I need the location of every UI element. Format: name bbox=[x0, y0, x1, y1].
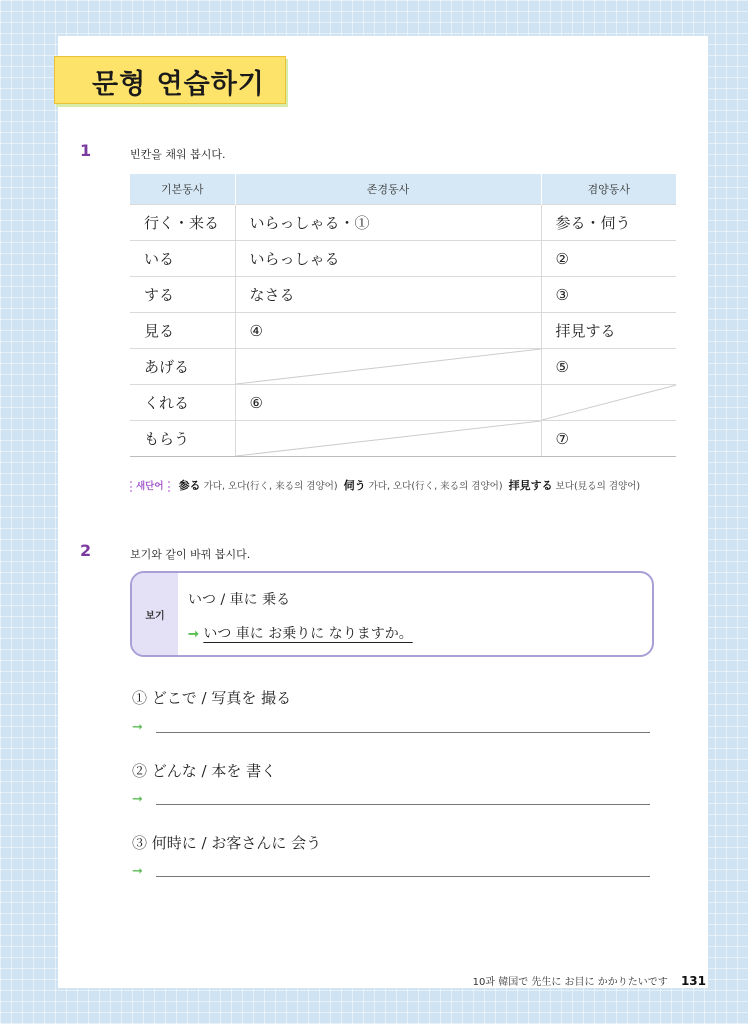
table-cell: 拝見する bbox=[541, 313, 676, 349]
arrow-icon: ➞ bbox=[132, 792, 143, 807]
table-row bbox=[130, 241, 676, 277]
empty-cell-diagonal bbox=[235, 421, 541, 457]
vocab-word: 参る bbox=[178, 479, 201, 492]
question-number-2: 2 bbox=[80, 541, 92, 560]
table-cell: いらっしゃる bbox=[235, 241, 541, 277]
table-cell: くれる bbox=[130, 385, 235, 421]
table-row bbox=[130, 277, 676, 313]
answer-rule bbox=[156, 876, 650, 877]
table-cell: なさる bbox=[235, 277, 541, 313]
table-cell: する bbox=[130, 277, 235, 313]
table-cell: ⑤ bbox=[541, 349, 676, 385]
problem-3: ③ 何時に / お客さんに 会う bbox=[132, 834, 322, 852]
table-cell: ④ bbox=[235, 313, 541, 349]
page-number: 131 bbox=[680, 974, 706, 988]
vocab-word: 伺う bbox=[343, 479, 366, 492]
table-row bbox=[130, 205, 676, 241]
question-2-instruction: 보기와 같이 바꿔 봅시다. bbox=[130, 548, 251, 561]
vocab-word: 拝見する bbox=[508, 479, 553, 492]
example-label: 보기 bbox=[132, 573, 178, 655]
vocab-meaning: 보다(見る의 겸양어) bbox=[555, 481, 641, 492]
table-row bbox=[130, 421, 676, 457]
table-cell: いる bbox=[130, 241, 235, 277]
arrow-icon: ➞ bbox=[188, 627, 199, 642]
page-title: 문형 연습하기 bbox=[92, 69, 265, 100]
arrow-icon: ➞ bbox=[132, 720, 143, 735]
table-row bbox=[130, 385, 676, 421]
example-answer: いつ 車に お乗りに なりますか。 bbox=[203, 626, 413, 642]
table-row bbox=[130, 349, 676, 385]
page-footer bbox=[473, 973, 706, 988]
answer-line-3 bbox=[132, 864, 650, 882]
problem-1: ① どこで / 写真を 撮る bbox=[132, 689, 292, 707]
lesson-title: 10과 韓国で 先生に お目に かかりたいです bbox=[472, 977, 668, 988]
question-1-instruction: 빈칸을 채워 봅시다. bbox=[130, 148, 226, 161]
empty-cell-diagonal bbox=[235, 349, 541, 385]
table-cell: ⑥ bbox=[235, 385, 541, 421]
table-row bbox=[130, 313, 676, 349]
vocab-meaning: 가다, 오다(行く, 来る의 겸양어) bbox=[368, 481, 503, 492]
answer-rule bbox=[156, 804, 650, 805]
answer-rule bbox=[156, 732, 650, 733]
new-vocabulary bbox=[130, 477, 640, 493]
example-box bbox=[130, 571, 654, 657]
answer-line-2 bbox=[132, 792, 650, 810]
table-cell: 見る bbox=[130, 313, 235, 349]
table-cell: あげる bbox=[130, 349, 235, 385]
column-header: 기본동사 bbox=[130, 174, 235, 205]
vocab-meaning: 가다, 오다(行く, 来る의 겸양어) bbox=[203, 481, 338, 492]
vocab-tag: 새단어 bbox=[130, 481, 170, 492]
table-cell: 参る・伺う bbox=[541, 205, 676, 241]
empty-cell-diagonal bbox=[541, 385, 676, 421]
table-cell: ③ bbox=[541, 277, 676, 313]
arrow-icon: ➞ bbox=[132, 864, 143, 879]
table-cell: ⑦ bbox=[541, 421, 676, 457]
question-number-1: 1 bbox=[80, 141, 92, 160]
example-answer-line bbox=[188, 623, 413, 643]
problem-2: ② どんな / 本を 書く bbox=[132, 762, 277, 780]
honorific-verb-table bbox=[130, 174, 676, 457]
column-header: 겸양동사 bbox=[541, 174, 676, 205]
column-header: 존경동사 bbox=[235, 174, 541, 205]
table-cell: 行く・来る bbox=[130, 205, 235, 241]
example-prompt: いつ / 車に 乗る bbox=[188, 592, 291, 608]
table-cell: いらっしゃる・① bbox=[235, 205, 541, 241]
table-cell: もらう bbox=[130, 421, 235, 457]
table-cell: ② bbox=[541, 241, 676, 277]
answer-line-1 bbox=[132, 720, 650, 738]
table-header-row bbox=[130, 174, 676, 205]
